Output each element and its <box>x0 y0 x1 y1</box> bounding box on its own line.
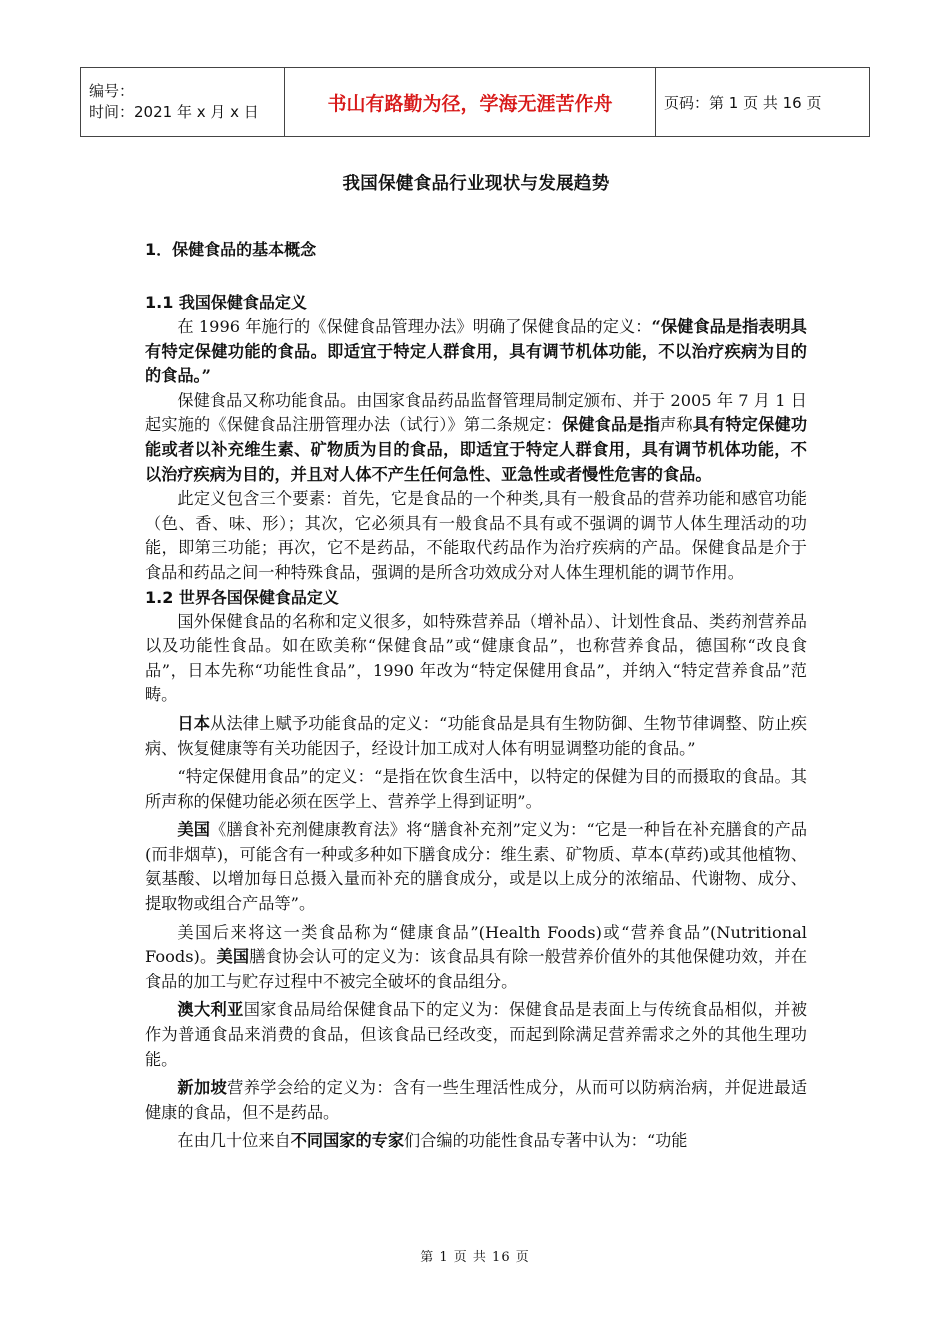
paragraph-11-text-b: 们合编的功能性食品专著中认为：“功能 <box>404 1131 688 1151</box>
header-info-cell <box>81 68 285 137</box>
paragraph-9-bold: 澳大利亚 <box>177 1000 244 1020</box>
paragraph-2 <box>145 389 807 487</box>
paragraph-5-bold: 日本 <box>177 713 211 733</box>
subsection-heading-1-1: 1.1 我国保健食品定义 <box>145 293 307 312</box>
doc-date: 时间：2021 年 x 月 x 日 <box>89 103 259 121</box>
page-footer: 第 1 页 共 16 页 <box>420 1250 530 1265</box>
paragraph-2-plain: 声称 <box>660 415 693 435</box>
paragraph-7 <box>145 818 807 916</box>
section-heading-1: 1．保健食品的基本概念 <box>145 240 317 259</box>
paragraph-9-text: 国家食品局给保健食品下的定义为：保健食品是表面上与传统食品相似，并被作为普通食品来消费的食品，但该食品已经改变，而起到除满足营养需求之外的其他生理功能。 <box>145 1000 808 1069</box>
paragraph-8-text-a: 美国后来将这一类食品称为“健康食品”(Health Foods)或“营养食品”(Nutritional Foods)。 <box>145 922 807 967</box>
paragraph-6: “特定保健用食品”的定义：“是指在饮食生活中，以特定的保健为目的而摄取的食品。其所声称的保健功能必须在医学上、营养学上得到证明”。 <box>145 767 807 811</box>
paragraph-10-text: 营养学会给的定义为：含有一些生理活性成分，从而可以防病治病，并促进最适健康的食品，但不是药品。 <box>145 1078 808 1122</box>
paragraph-11-text-a: 在由几十位来自 <box>177 1131 291 1151</box>
paragraph-2-bold-b: 具有特定保健功能或者以补充维生素、矿物质为目的食品，即适宜于特定人群食用，具有调节机体功能，不以治疗疾病为目的，并且对人体不产生任何急性、亚急性或者慢性危害的食品。 <box>145 415 808 484</box>
header-motto: 书山有路勤为径，学海无涯苦作舟 <box>285 68 656 137</box>
subsection-heading-1-2: 1.2 世界各国保健食品定义 <box>145 587 339 607</box>
document-body <box>145 170 807 1154</box>
paragraph-1-bold: “保健食品是指表明具有特定保健功能的食品。即适宜于特定人群食用，具有调节机体功能，不以治疗疾病为目的的食品。” <box>145 317 807 386</box>
paragraph-4: 国外保健食品的名称和定义很多，如特殊营养品（增补品）、计划性食品、类药剂营养品以及功能性食品。如在欧美称“保健食品”或“健康食品”，也称营养食品，德国称“改良食品”，日本先称“功能性食品”，1990 年改为“特定保健用食品”，并纳入“特定营养食品”范畴。 <box>145 611 807 705</box>
paragraph-5 <box>145 712 807 761</box>
doc-number: 编号： <box>89 82 135 100</box>
paragraph-1 <box>145 315 807 389</box>
paragraph-8-bold: 美国 <box>216 947 250 967</box>
paragraph-1-text: 在 1996 年施行的《保健食品管理办法》明确了保健食品的定义： <box>177 317 652 336</box>
paragraph-9 <box>145 998 807 1072</box>
paragraph-5-text: 从法律上赋予功能食品的定义：“功能食品是具有生物防御、生物节律调整、防止疾病、恢复健康等有关功能因子，经设计加工成对人体有明显调整功能的食品。” <box>145 713 807 758</box>
paragraph-2-text: 保健食品又称功能食品。由国家食品药品监督管理局制定颁布、并于 2005 年 7 月 1 日起实施的《保健食品注册管理办法（试行）》第二条规定： <box>145 390 807 435</box>
paragraph-10 <box>145 1076 807 1125</box>
paragraph-7-bold: 美国 <box>177 820 211 840</box>
header-table <box>80 67 870 137</box>
paragraph-8-text-b: 膳食协会认可的定义为：该食品具有除一般营养价值外的其他保健功效，并在食品的加工与贮存过程中不被完全破坏的食品组分。 <box>145 947 808 991</box>
paragraph-11-bold: 不同国家的专家 <box>290 1131 405 1151</box>
paragraph-10-bold: 新加坡 <box>177 1078 228 1098</box>
paragraph-7-text: 《膳食补充剂健康教育法》将“膳食补充剂”定义为：“它是一种旨在补充膳食的产品(而非烟草)，可能含有一种或多种如下膳食成分：维生素、矿物质、草本(草药)或其他植物、氨基酸、以增加每日总摄入量而补充的膳食成分，或是以上成分的浓缩品、代谢物、成分、提取物或组合产品等”。 <box>145 820 808 914</box>
paragraph-8 <box>145 921 807 995</box>
paragraph-11 <box>145 1129 807 1154</box>
paragraph-2-bold-a: 保健食品是指 <box>561 415 661 435</box>
document-title: 我国保健食品行业现状与发展趋势 <box>342 174 610 194</box>
paragraph-3: 此定义包含三个要素：首先，它是食品的一个种类,具有一般食品的营养功能和感官功能（色、香、味、形）；其次，它必须具有一般食品不具有或不强调的调节人体生理活动的功能，即第三功能；再次，它不是药品，不能取代药品作为治疗疾病的产品。保健食品是介于食品和药品之间一种特殊食品，强调的是所含功效成分对人体生理机能的调节作用。 <box>145 489 807 582</box>
header-page-code: 页码：第 1 页 共 16 页 <box>656 68 870 137</box>
